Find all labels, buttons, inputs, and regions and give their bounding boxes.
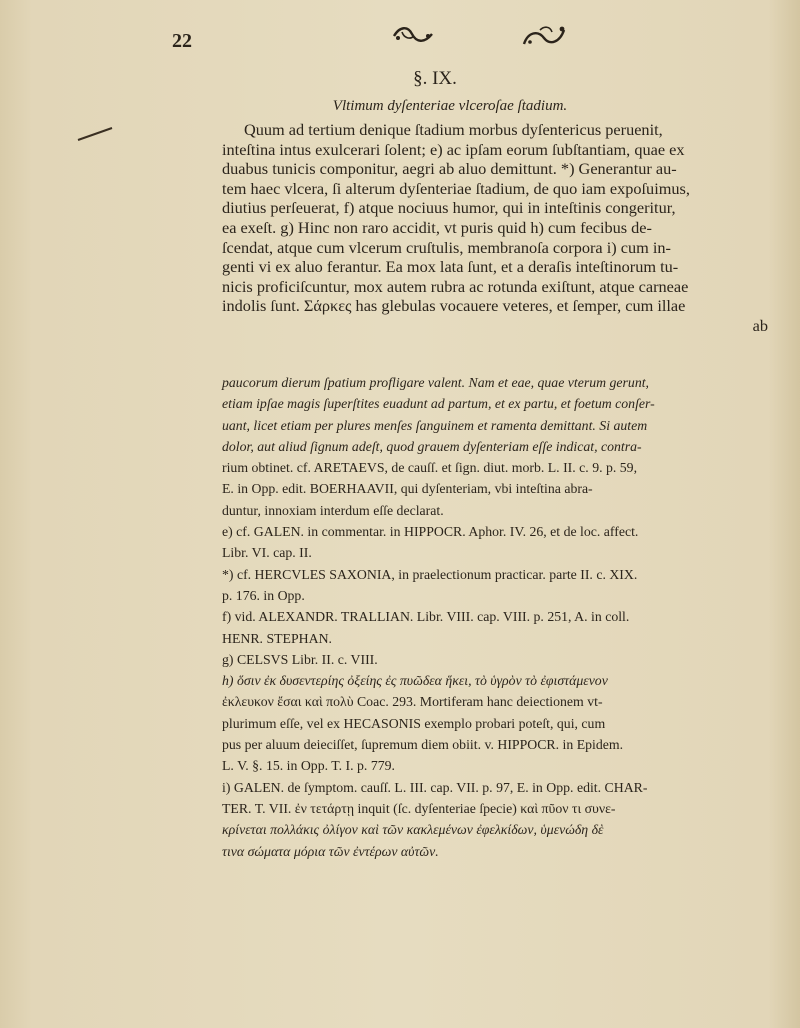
footnote-line: rium obtinet. cf. ARETAEVS, de cauſſ. et ſign. diut. morb. L. II. c. 9. p. 59,: [222, 460, 638, 476]
footnote-i: i) GALEN. de ſymptom. cauſſ. L. III. cap. VII. p. 97, E. in Opp. edit. CHAR-: [222, 779, 648, 795]
footnote-line: plurimum eſſe, vel ex HECASONIS exemplo probari poteſt, qui, cum: [222, 715, 606, 731]
footnote-line: paucorum dierum ſpatium profligare valent. Nam et eae, quae vterum gerunt,: [222, 375, 649, 390]
text-line: ſcendat, atque cum vlcerum cruſtulis, membranoſa corpora i) cum in-: [222, 237, 671, 257]
footnote-line: ἐκλευκον ἔσαι καὶ πολὺ Coac. 293. Mortiferam hanc deiectionem vt-: [222, 694, 603, 710]
footnote-line: E. in Opp. edit. BOERHAAVII, qui dyſenteriam, vbi inteſtina abra-: [222, 481, 593, 497]
footnote-line: uant, licet etiam per plures menſes ſanguinem et ramenta demittant. Si autem: [222, 417, 648, 433]
footnote-line: TER. T. VII. ἐν τετάρτῃ inquit (ſc. dyſenteriae ſpecie) καὶ πῦον τι συνε-: [222, 800, 616, 816]
margin-pen-stroke-icon: [76, 122, 114, 144]
footnote-g: g) CELSVS Libr. II. c. VIII.: [222, 651, 378, 667]
section-heading: §. IX.: [413, 68, 457, 89]
footnote-line: τινα σώματα μόρια τῶν ἐντέρων αὐτῶν.: [222, 843, 439, 859]
page-number: 22: [172, 30, 192, 52]
section-subtitle: Vltimum dyſenteriae vlceroſae ſtadium.: [332, 98, 568, 114]
footnote-line: L. V. §. 15. in Opp. T. I. p. 779.: [222, 758, 395, 774]
text-line: genti vi ex aluo ferantur. Ea mox lata ſunt, et a deraſis inteſtinorum tu-: [222, 257, 679, 277]
main-text: [222, 120, 782, 336]
footnote-line: Libr. VI. cap. II.: [222, 545, 312, 561]
footnote-e: e) cf. GALEN. in commentar. in HIPPOCR. Aphor. IV. 26, et de loc. affect.: [222, 524, 639, 540]
text-line: inteſtina intus exulcerari ſolent; e) ac ipſam eorum ſubſtantiam, quae ex: [222, 139, 685, 159]
footnotes: [222, 372, 782, 862]
text-line: Quum ad tertium denique ſtadium morbus dyſentericus peruenit,: [244, 120, 663, 139]
text-line: nicis proficiſcuntur, mox autem rubra ac rotunda exiſtunt, atque carneae: [222, 276, 689, 296]
catchword: ab: [752, 315, 768, 335]
footnote-star: *) cf. HERCVLES SAXONIA, in praelectionum practicar. parte II. c. XIX.: [222, 566, 638, 582]
text-line: diutius perſeuerat, f) atque nociuus humor, qui in inteſtinis congeritur,: [222, 198, 676, 218]
footnote-line: duntur, innoxiam interdum eſſe declarat.: [222, 502, 444, 518]
footnote-line: dolor, aut aliud ſignum adeſt, quod grauem dyſenteriam eſſe indicat, contra-: [222, 438, 642, 454]
text-line: ea exeſt. g) Hinc non raro accidit, vt puris quid h) cum fecibus de-: [222, 217, 652, 237]
footnote-line: pus per aluum deieciſſet, ſupremum diem obiit. v. HIPPOCR. in Epidem.: [222, 737, 624, 753]
footnote-h: h) ὅσιν ἐκ δυσεντερίης ὀξείης ἐς πυῶδεα ἥκει, τὸ ὑγρὸν τὸ ἐφιστάμενον: [222, 673, 608, 689]
text-line: indolis ſunt. Σάρκες has glebulas vocauere veteres, et ſemper, cum illae: [222, 296, 686, 316]
text-line: duabus tunicis componitur, aegri ab aluo demittunt. *) Generantur au-: [222, 159, 677, 179]
footnote-line: κρίνεται πολλάκις ὀλίγον καὶ τῶν κακλεμένων ἐφελκίδων, ὑμενώδη δὲ: [222, 822, 604, 838]
footnote-f: f) vid. ALEXANDR. TRALLIAN. Libr. VIII. cap. VIII. p. 251, A. in coll.: [222, 609, 630, 625]
footnote-line: etiam ipſae magis ſuperſtites euadunt ad partum, et ex partu, et foetum conſer-: [222, 396, 655, 412]
text-line: tem haec vlcera, ſi alterum dyſenteriae ſtadium, de quo iam expoſuimus,: [222, 178, 690, 198]
ornament-left-icon: [390, 24, 436, 48]
footnote-line: p. 176. in Opp.: [222, 587, 305, 603]
ornament-right-icon: [520, 24, 568, 50]
footnote-line: HENR. STEPHAN.: [222, 630, 332, 646]
